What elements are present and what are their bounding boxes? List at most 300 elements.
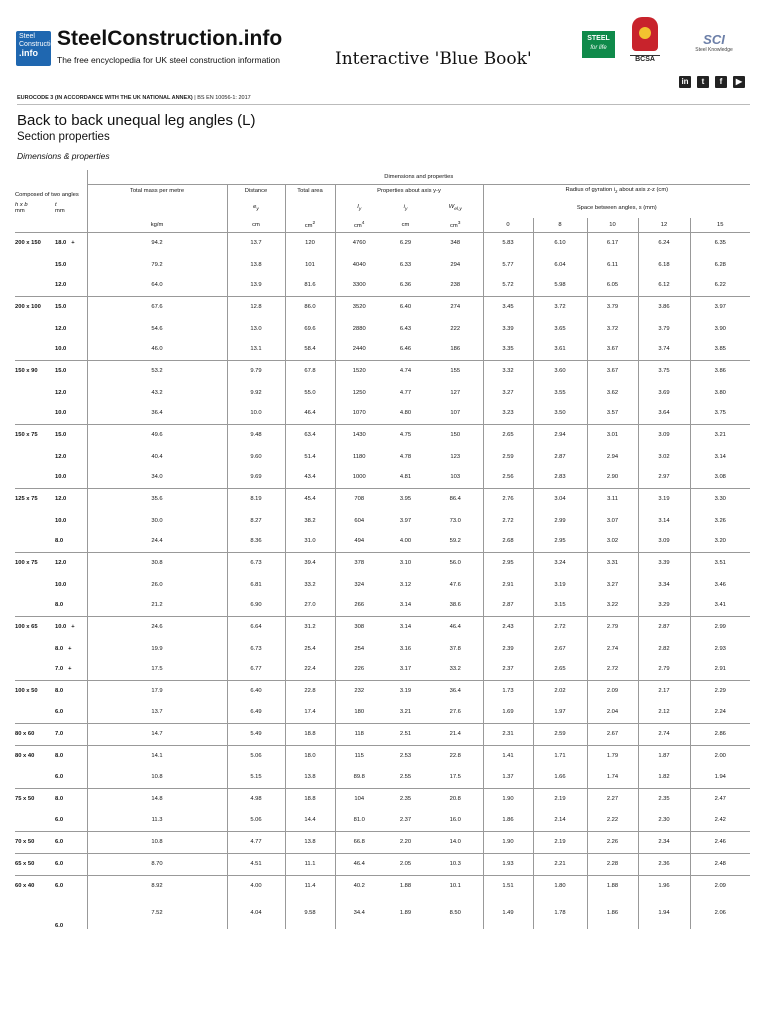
cell-Iy: 81.0 bbox=[335, 810, 383, 831]
cell-radius-8: 2.95 bbox=[533, 531, 587, 552]
thickness-value: 6.0 bbox=[55, 817, 64, 824]
cell-size: 150 x 75 bbox=[15, 424, 55, 446]
cell-iy: 3.12 bbox=[399, 581, 412, 588]
cell-mass: 49.6 bbox=[87, 424, 227, 446]
cell-thickness bbox=[55, 531, 87, 552]
cell-area: 86.0 bbox=[285, 296, 335, 318]
cell-area: 33.2 bbox=[285, 574, 335, 595]
cell-radius-12: 2.82 bbox=[638, 638, 690, 659]
social-links bbox=[679, 76, 745, 88]
cell-radius-12: 3.74 bbox=[638, 339, 690, 360]
cell-Iy: 324 bbox=[335, 574, 383, 595]
cell-mass: 24.4 bbox=[87, 531, 227, 552]
cell-radius-0: 1.90 bbox=[483, 788, 533, 810]
cell-radius-15: 3.97 bbox=[690, 296, 750, 318]
cell-radius-8: 3.24 bbox=[533, 552, 587, 574]
cell-radius-0: 3.35 bbox=[483, 339, 533, 360]
unit-distance: cm bbox=[227, 218, 285, 232]
table-row bbox=[15, 680, 750, 702]
cell-thickness bbox=[55, 318, 87, 339]
cell-radius-8: 2.19 bbox=[533, 831, 587, 853]
cell-distance: 8.27 bbox=[227, 510, 285, 531]
cell-size: 200 x 100 bbox=[15, 296, 55, 318]
site-header bbox=[0, 0, 768, 120]
table-header bbox=[15, 170, 750, 232]
cell-Wel: 186 bbox=[450, 346, 461, 353]
cell-Wel: 155 bbox=[428, 360, 483, 382]
cell-mass: 34.0 bbox=[87, 467, 227, 488]
cell-radius-15: 6.22 bbox=[690, 275, 750, 296]
cell-Wel: 56.0 bbox=[428, 552, 483, 574]
cell-Iy: 2440 bbox=[335, 339, 383, 360]
cell-radius-10: 1.86 bbox=[587, 897, 638, 929]
sci-logo[interactable] bbox=[694, 33, 734, 63]
cell-size: 100 x 75 bbox=[15, 552, 55, 574]
steel-badge-line2: for life bbox=[590, 45, 607, 51]
cell-Iy: 1000 bbox=[335, 467, 383, 488]
cell-thickness bbox=[55, 232, 87, 254]
col-space: Space between angles, s (mm) bbox=[483, 198, 750, 218]
cell-mass: 35.6 bbox=[87, 488, 227, 510]
cell-distance: 9.48 bbox=[227, 424, 285, 446]
cell-radius-0: 2.76 bbox=[483, 488, 533, 510]
cell-size: 125 x 75 bbox=[15, 488, 55, 510]
table-row bbox=[15, 702, 750, 723]
cell-area: 13.8 bbox=[285, 767, 335, 788]
cell-radius-8: 3.50 bbox=[533, 403, 587, 424]
cell-Iy: 4040 bbox=[335, 254, 383, 275]
table-row bbox=[15, 510, 750, 531]
cell-radius-10: 2.26 bbox=[587, 831, 638, 853]
cell-mass: 8.92 bbox=[87, 875, 227, 897]
cell-thickness bbox=[55, 488, 87, 510]
cell-distance: 12.8 bbox=[227, 296, 285, 318]
facebook-icon[interactable]: f bbox=[715, 76, 727, 88]
thickness-value: 12.0 bbox=[55, 453, 67, 460]
cell-thickness bbox=[55, 296, 87, 318]
col-t bbox=[55, 198, 87, 218]
cell-radius-10: 2.09 bbox=[587, 680, 638, 702]
cell-area: 38.2 bbox=[285, 510, 335, 531]
cell-distance: 9.69 bbox=[227, 467, 285, 488]
cell-Wel: 20.8 bbox=[428, 788, 483, 810]
col-Iy bbox=[335, 198, 383, 218]
cell-radius-0: 2.31 bbox=[483, 723, 533, 745]
cell-mass: 7.52 bbox=[87, 897, 227, 929]
col-radius-sub: z bbox=[615, 190, 618, 196]
cell-radius-0: 1.90 bbox=[483, 831, 533, 853]
thickness-value: 6.0 bbox=[55, 839, 64, 845]
bcsa-crest-icon bbox=[632, 17, 658, 51]
cell-thickness bbox=[55, 875, 87, 897]
cell-mass: 64.0 bbox=[87, 275, 227, 296]
col-props-yy: Properties about axis y-y bbox=[335, 184, 483, 198]
cell-size bbox=[15, 339, 55, 360]
table-row bbox=[15, 254, 750, 275]
cell-size bbox=[15, 446, 55, 467]
col-radius bbox=[483, 184, 750, 198]
standard-label: BS EN 10056-1: 2017 bbox=[197, 95, 251, 101]
cell-thickness bbox=[55, 680, 87, 702]
cell-radius-0: 1.69 bbox=[483, 702, 533, 723]
col-Wel bbox=[428, 198, 483, 218]
cell-area: 45.4 bbox=[285, 488, 335, 510]
cell-area: 14.4 bbox=[285, 810, 335, 831]
cell-distance: 4.04 bbox=[227, 897, 285, 929]
site-tagline: The free encyclopedia for UK steel construction information bbox=[57, 55, 281, 65]
cell-iy: 2.05 bbox=[383, 853, 428, 875]
logo-line-1: Steel bbox=[19, 33, 35, 40]
cell-radius-8: 1.97 bbox=[533, 702, 587, 723]
cell-radius-0: 2.95 bbox=[483, 552, 533, 574]
space-15: 15 bbox=[690, 218, 750, 232]
cell-Iy: 1520 bbox=[335, 360, 383, 382]
cell-Wel: 16.0 bbox=[449, 817, 461, 824]
cell-distance: 9.79 bbox=[227, 360, 285, 382]
sci-sub: Steel Knowledge bbox=[695, 47, 733, 53]
cell-iy: 6.33 bbox=[399, 261, 412, 268]
thickness-value: 15.0 bbox=[55, 304, 67, 311]
cell-thickness bbox=[55, 382, 87, 403]
cell-distance: 5.06 bbox=[227, 745, 285, 767]
cell-radius-12: 3.29 bbox=[638, 595, 690, 616]
cell-radius-10: 3.22 bbox=[587, 595, 638, 616]
page-subsubtitle: Dimensions & properties bbox=[17, 151, 110, 161]
cell-mass: 19.9 bbox=[87, 638, 227, 659]
plus-marker: + bbox=[71, 624, 75, 631]
youtube-icon[interactable]: ▶ bbox=[733, 76, 745, 88]
cell-radius-0: 1.86 bbox=[483, 810, 533, 831]
table-row bbox=[15, 595, 750, 616]
cell-distance: 13.9 bbox=[227, 275, 285, 296]
cell-mass: 54.6 bbox=[87, 318, 227, 339]
col-distance: Distance bbox=[227, 184, 285, 198]
space-8: 8 bbox=[533, 218, 587, 232]
cell-iy: 2.51 bbox=[383, 723, 428, 745]
cell-radius-0: 2.59 bbox=[483, 446, 533, 467]
cell-thickness bbox=[55, 831, 87, 853]
cell-Wel: 37.8 bbox=[449, 645, 461, 652]
col-Iy-label: I bbox=[357, 203, 359, 210]
cell-Iy: 1180 bbox=[335, 446, 383, 467]
cell-size: 150 x 90 bbox=[15, 360, 55, 382]
thickness-value: 7.0 bbox=[55, 666, 64, 673]
cell-radius-8: 3.55 bbox=[533, 382, 587, 403]
plus-marker: + bbox=[68, 645, 72, 652]
twitter-icon[interactable]: t bbox=[697, 76, 709, 88]
cell-radius-15: 3.21 bbox=[690, 424, 750, 446]
cell-radius-10: 2.22 bbox=[587, 810, 638, 831]
cell-mass: 30.0 bbox=[87, 510, 227, 531]
properties-table bbox=[15, 170, 750, 929]
cell-iy: 4.74 bbox=[383, 360, 428, 382]
table-row bbox=[15, 723, 750, 745]
cell-iy: 1.88 bbox=[383, 875, 428, 897]
table-row bbox=[15, 767, 750, 788]
cell-thickness bbox=[55, 339, 87, 360]
cell-radius-15: 3.51 bbox=[690, 552, 750, 574]
table-row bbox=[15, 810, 750, 831]
cell-size bbox=[15, 638, 55, 659]
cell-area: 25.4 bbox=[285, 638, 335, 659]
table-row bbox=[15, 788, 750, 810]
thickness-value: 8.0 bbox=[55, 602, 64, 609]
cell-distance: 13.1 bbox=[227, 339, 285, 360]
col-area-blank bbox=[285, 198, 335, 218]
cell-Iy: 232 bbox=[335, 680, 383, 702]
thickness-value: 15.0 bbox=[55, 368, 67, 375]
col-Iy-sub: y bbox=[358, 207, 362, 213]
cell-Iy: 308 bbox=[335, 616, 383, 638]
space-10: 10 bbox=[587, 218, 638, 232]
cell-radius-15: 2.86 bbox=[690, 723, 750, 745]
sci-mark: SCI bbox=[703, 32, 725, 47]
col-dims-props: Dimensions and properties bbox=[87, 170, 750, 184]
cell-size bbox=[15, 318, 55, 339]
cell-area: 18.8 bbox=[285, 723, 335, 745]
cell-distance: 8.19 bbox=[227, 488, 285, 510]
steel-for-life-logo[interactable] bbox=[582, 31, 615, 58]
page-subtitle: Section properties bbox=[17, 131, 110, 143]
linkedin-icon[interactable]: in bbox=[679, 76, 691, 88]
cell-radius-15: 2.00 bbox=[690, 745, 750, 767]
cell-area: 31.0 bbox=[285, 531, 335, 552]
cell-radius-12: 3.34 bbox=[638, 574, 690, 595]
cell-Wel: 86.4 bbox=[428, 488, 483, 510]
cell-iy: 3.14 bbox=[399, 602, 412, 609]
col-iy bbox=[383, 198, 428, 218]
cell-size: 70 x 50 bbox=[15, 831, 55, 853]
cell-size bbox=[15, 382, 55, 403]
col-hxb bbox=[15, 198, 55, 218]
cell-radius-0: 3.45 bbox=[483, 296, 533, 318]
table-row bbox=[15, 360, 750, 382]
cell-radius-15: 2.47 bbox=[690, 788, 750, 810]
cell-radius-10: 3.79 bbox=[587, 296, 638, 318]
cell-radius-10: 3.62 bbox=[587, 382, 638, 403]
cell-radius-0: 2.91 bbox=[483, 574, 533, 595]
cell-size: 60 x 40 bbox=[15, 875, 55, 897]
table-row bbox=[15, 382, 750, 403]
cell-radius-12: 2.79 bbox=[638, 659, 690, 680]
cell-distance: 10.0 bbox=[227, 403, 285, 424]
cell-Wel: 33.2 bbox=[449, 666, 461, 673]
cell-radius-10: 2.28 bbox=[587, 853, 638, 875]
cell-radius-8: 2.83 bbox=[533, 467, 587, 488]
cell-thickness bbox=[55, 745, 87, 767]
cell-size bbox=[15, 275, 55, 296]
unit-W-text: cm bbox=[450, 222, 458, 229]
col-ey-label: e bbox=[253, 203, 257, 210]
cell-radius-15: 3.30 bbox=[690, 488, 750, 510]
cell-radius-15: 1.94 bbox=[690, 767, 750, 788]
unit-I-sup: 4 bbox=[361, 220, 365, 226]
cell-Wel: 107 bbox=[450, 410, 461, 417]
cell-iy: 6.46 bbox=[399, 346, 412, 353]
cell-radius-15: 2.06 bbox=[690, 897, 750, 929]
cell-radius-0: 5.72 bbox=[483, 275, 533, 296]
unit-I bbox=[335, 218, 383, 232]
table-row bbox=[15, 318, 750, 339]
cell-radius-8: 6.10 bbox=[533, 232, 587, 254]
unit-W bbox=[428, 218, 483, 232]
cell-radius-12: 3.09 bbox=[638, 531, 690, 552]
col-ey bbox=[227, 198, 285, 218]
cell-distance: 8.36 bbox=[227, 531, 285, 552]
cell-Iy: 604 bbox=[335, 510, 383, 531]
header-divider bbox=[17, 104, 750, 105]
code-line bbox=[17, 95, 251, 101]
cell-size: 100 x 65 bbox=[15, 616, 55, 638]
thickness-value: 10.0 bbox=[55, 624, 67, 631]
cell-radius-0: 2.39 bbox=[483, 638, 533, 659]
cell-mass: 17.9 bbox=[87, 680, 227, 702]
cell-radius-0: 3.23 bbox=[483, 403, 533, 424]
bcsa-logo[interactable] bbox=[628, 15, 662, 65]
unit-i: cm bbox=[383, 218, 428, 232]
cell-iy: 2.35 bbox=[383, 788, 428, 810]
cell-Iy: 378 bbox=[335, 552, 383, 574]
cell-size bbox=[15, 467, 55, 488]
cell-Iy: 1250 bbox=[335, 382, 383, 403]
cell-iy: 4.00 bbox=[399, 538, 412, 545]
cell-thickness bbox=[55, 254, 87, 275]
cell-radius-10: 3.67 bbox=[587, 360, 638, 382]
cell-mass: 24.6 bbox=[87, 616, 227, 638]
cell-area: 9.58 bbox=[285, 897, 335, 929]
cell-radius-12: 3.09 bbox=[638, 424, 690, 446]
cell-radius-0: 1.37 bbox=[483, 767, 533, 788]
cell-thickness bbox=[55, 360, 87, 382]
cell-iy: 3.10 bbox=[383, 552, 428, 574]
site-name[interactable]: SteelConstruction.info bbox=[57, 27, 283, 50]
cell-mass: 10.8 bbox=[87, 831, 227, 853]
cell-iy: 1.89 bbox=[399, 910, 412, 916]
table-body bbox=[15, 232, 750, 929]
cell-area: 101 bbox=[285, 254, 335, 275]
cell-mass: 14.8 bbox=[87, 788, 227, 810]
cell-distance: 5.15 bbox=[227, 767, 285, 788]
bcsa-label: BCSA bbox=[630, 55, 660, 63]
table-row bbox=[15, 897, 750, 929]
cell-distance: 4.00 bbox=[227, 875, 285, 897]
cell-Wel: 21.4 bbox=[428, 723, 483, 745]
cell-thickness bbox=[55, 723, 87, 745]
cell-area: 43.4 bbox=[285, 467, 335, 488]
cell-radius-8: 1.80 bbox=[533, 875, 587, 897]
cell-thickness bbox=[55, 467, 87, 488]
table-row bbox=[15, 296, 750, 318]
cell-mass: 13.7 bbox=[87, 702, 227, 723]
table-row bbox=[15, 638, 750, 659]
cell-mass: 8.70 bbox=[87, 853, 227, 875]
cell-thickness bbox=[55, 810, 87, 831]
col-hxb-unit: mm bbox=[15, 208, 25, 214]
cell-thickness bbox=[55, 767, 87, 788]
table-row bbox=[15, 467, 750, 488]
cell-radius-10: 3.31 bbox=[587, 552, 638, 574]
thickness-value: 10.0 bbox=[55, 474, 67, 481]
cell-radius-15: 2.48 bbox=[690, 853, 750, 875]
cell-radius-8: 3.15 bbox=[533, 595, 587, 616]
table-row bbox=[15, 488, 750, 510]
cell-radius-8: 3.61 bbox=[533, 339, 587, 360]
table-row bbox=[15, 745, 750, 767]
unit-mass: kg/m bbox=[87, 218, 227, 232]
cell-distance: 9.92 bbox=[227, 382, 285, 403]
cell-size bbox=[15, 403, 55, 424]
cell-mass: 26.0 bbox=[87, 574, 227, 595]
thickness-value: 8.0 bbox=[55, 645, 64, 652]
cell-radius-8: 5.98 bbox=[533, 275, 587, 296]
cell-radius-0: 2.72 bbox=[483, 510, 533, 531]
cell-mass: 67.6 bbox=[87, 296, 227, 318]
cell-Wel: 238 bbox=[450, 282, 461, 289]
cell-iy: 6.43 bbox=[399, 325, 412, 332]
cell-size: 65 x 50 bbox=[15, 853, 55, 875]
cell-radius-12: 3.79 bbox=[638, 318, 690, 339]
cell-distance: 5.06 bbox=[227, 810, 285, 831]
cell-radius-8: 2.65 bbox=[533, 659, 587, 680]
thickness-value: 12.0 bbox=[55, 560, 67, 567]
site-logo[interactable] bbox=[16, 31, 59, 66]
cell-radius-8: 2.67 bbox=[533, 638, 587, 659]
cell-size: 200 x 150 bbox=[15, 232, 55, 254]
cell-radius-8: 2.14 bbox=[533, 810, 587, 831]
cell-size bbox=[15, 531, 55, 552]
table-row bbox=[15, 275, 750, 296]
thickness-value: 8.0 bbox=[55, 688, 64, 695]
cell-distance: 5.49 bbox=[227, 723, 285, 745]
col-t-unit: mm bbox=[55, 208, 65, 214]
cell-radius-8: 1.66 bbox=[533, 767, 587, 788]
cell-radius-15: 3.14 bbox=[690, 446, 750, 467]
cell-iy: 3.19 bbox=[383, 680, 428, 702]
cell-radius-10: 2.74 bbox=[587, 638, 638, 659]
table-row bbox=[15, 659, 750, 680]
cell-radius-15: 3.85 bbox=[690, 339, 750, 360]
cell-radius-0: 2.68 bbox=[483, 531, 533, 552]
logo-line-3: .info bbox=[19, 48, 38, 58]
cell-radius-0: 3.27 bbox=[483, 382, 533, 403]
thickness-value: 15.0 bbox=[55, 261, 67, 268]
cell-radius-15: 3.90 bbox=[690, 318, 750, 339]
page-title: Back to back unequal leg angles (L) bbox=[17, 112, 256, 129]
col-Wel-label: W bbox=[448, 203, 455, 210]
cell-radius-12: 2.17 bbox=[638, 680, 690, 702]
cell-iy: 6.40 bbox=[383, 296, 428, 318]
cell-radius-8: 3.19 bbox=[533, 574, 587, 595]
cell-radius-8: 2.02 bbox=[533, 680, 587, 702]
steel-badge-line1: STEEL bbox=[587, 35, 610, 42]
plus-marker: + bbox=[68, 666, 72, 673]
cell-radius-0: 2.56 bbox=[483, 467, 533, 488]
cell-distance: 4.98 bbox=[227, 788, 285, 810]
cell-thickness bbox=[55, 424, 87, 446]
col-iy-label: i bbox=[403, 203, 405, 210]
cell-thickness bbox=[55, 446, 87, 467]
cell-Wel: 103 bbox=[450, 474, 461, 481]
cell-area: 11.1 bbox=[285, 853, 335, 875]
cell-mass: 30.8 bbox=[87, 552, 227, 574]
cell-iy: 6.36 bbox=[399, 282, 412, 289]
cell-Wel: 10.3 bbox=[428, 853, 483, 875]
cell-radius-10: 6.05 bbox=[587, 275, 638, 296]
cell-Iy: 115 bbox=[335, 745, 383, 767]
table-row bbox=[15, 875, 750, 897]
unit-area bbox=[285, 218, 335, 232]
cell-Wel: 127 bbox=[450, 389, 461, 396]
